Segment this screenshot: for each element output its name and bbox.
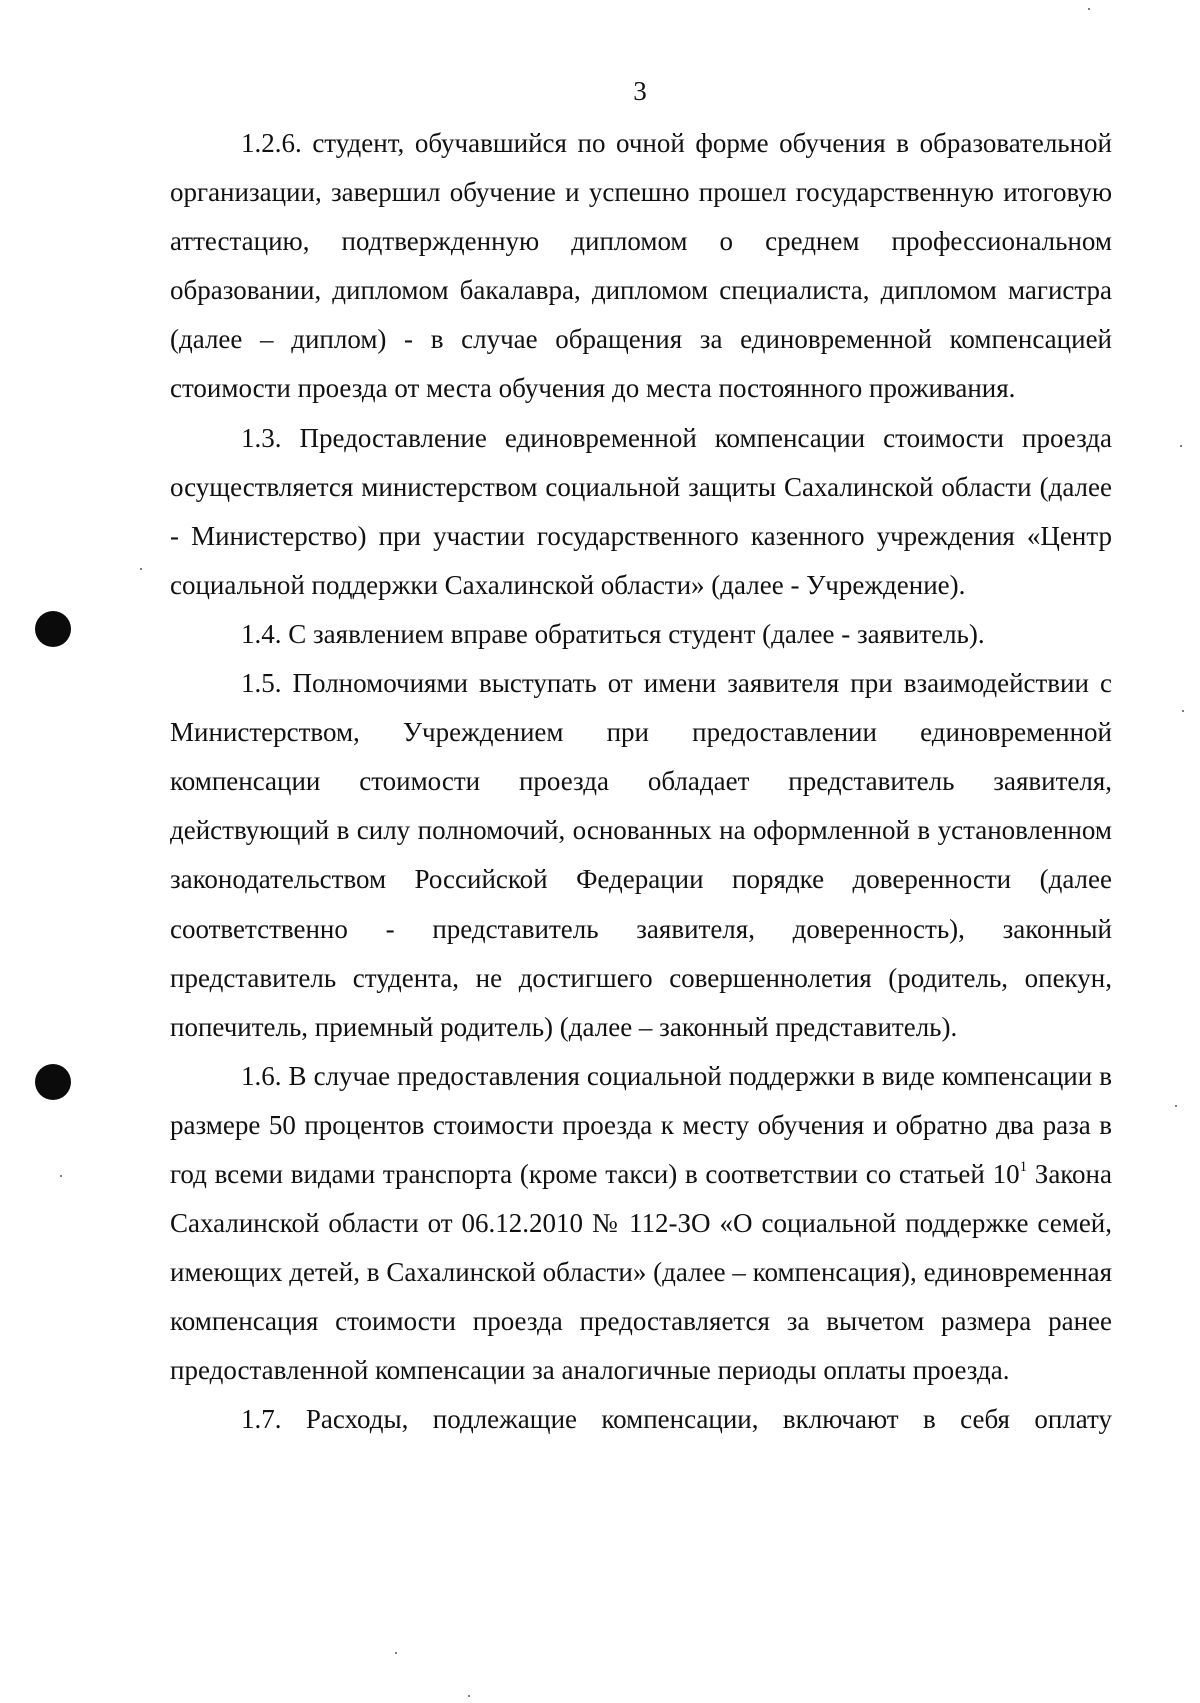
paragraph-1-2-6: 1.2.6. студент, обучавшийся по очной форме обучения в образовательной организации, завершил обучение и успешно прошел государственную итоговую аттестацию, подтвержденную дипломом о среднем профессиональном образовании, дипломом бакалавра, дипломом специалиста, дипломом магистра (далее – диплом) - в случае обращения за единовременной компенсацией стоимости проезда от места обучения до места постоянного проживания. [170,128,1112,404]
scan-speck [60,1175,62,1177]
paragraph-1-3: 1.3. Предоставление единовременной компенсации стоимости проезда осуществляется министерством социальной защиты Сахалинской области (далее - Министерство) при участии государственного казенного учреждения «Центр социальной поддержки Сахалинской области» (далее - Учреждение). [170,422,1112,600]
article-superscript: 1 [1019,1158,1028,1175]
scan-speck [140,568,142,570]
scan-speck [468,1695,470,1697]
paragraph-1-7: 1.7. Расходы, подлежащие компенсации, включают в себя оплату [241,1404,1112,1435]
scan-speck [1088,8,1090,10]
punch-hole-upper [35,611,71,647]
scan-speck [1180,445,1182,447]
paragraph-1-6-text-before: 1.6. В случае предоставления социальной поддержки в виде компенсации в размере 50 процентов стоимости проезда к месту обучения и обратно два раза в год всеми видами транспорта (кроме такси) в соответствии со статьей 10 [170,1060,1112,1189]
scan-speck [395,1652,397,1654]
document-body [170,119,1112,1445]
paragraph-1-4: 1.4. С заявлением вправе обратиться студент (далее - заявитель). [241,618,985,649]
punch-hole-lower [35,1064,71,1100]
paragraph-1-6 [170,1052,1112,1396]
page-number: 3 [633,76,647,106]
scan-speck [1182,710,1184,712]
paragraph-1-6-text-after: Закона Сахалинской области от 06.12.2010 № 112-ЗО «О социальной поддержке семей, имеющих детей, в Сахалинской области» (далее – компенсация), единовременная компенсация стоимости проезда предоставляется за вычетом размера ранее предоставленной компенсации за аналогичные периоды оплаты проезда. [170,1158,1112,1386]
paragraph-1-5: 1.5. Полномочиями выступать от имени заявителя при взаимодействии с Министерством, Учреждением при предоставлении единовременной компенсации стоимости проезда обладает представитель заявителя, действующий в силу полномочий, основанных на оформленной в установленном законодательством Российской Федерации порядке доверенности (далее соответственно - представитель заявителя, доверенность), законный представитель студента, не достигшего совершеннолетия (родитель, опекун, попечитель, приемный родитель) (далее – законный представитель). [170,668,1112,1042]
scan-speck [1175,1105,1177,1107]
